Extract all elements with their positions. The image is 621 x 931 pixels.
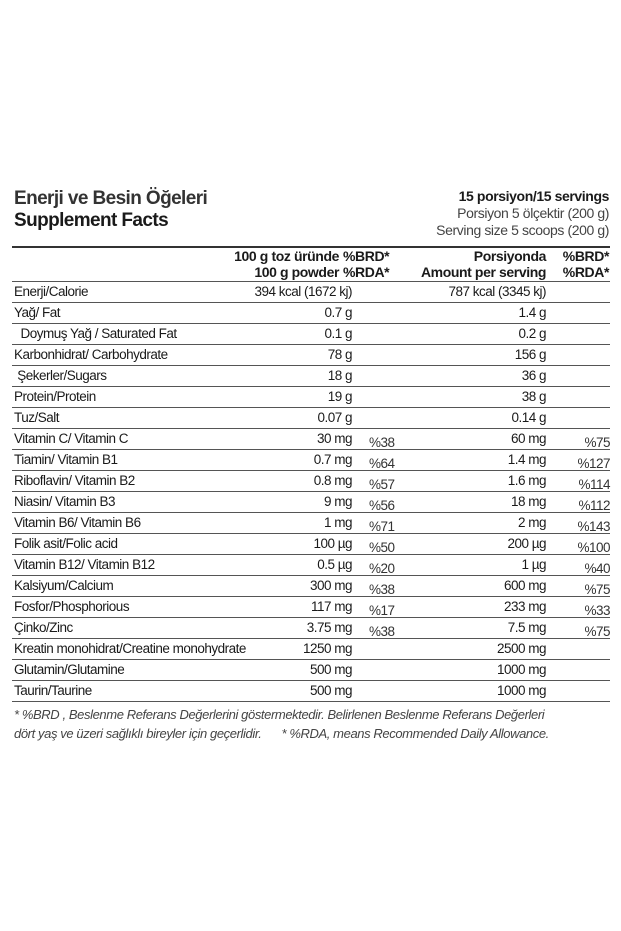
header-rda-serving-en: %RDA* xyxy=(562,264,609,280)
table-row xyxy=(12,428,610,449)
table-row xyxy=(12,365,610,386)
table-row xyxy=(12,281,610,302)
table-row xyxy=(12,680,610,701)
rda-per-serving: %143 xyxy=(577,519,610,534)
nutrient-label: Riboflavin/ Vitamin B2 xyxy=(14,473,135,488)
table-row xyxy=(12,554,610,575)
value-per-serving: 2500 mg xyxy=(496,641,546,656)
nutrient-label: Şekerler/Sugars xyxy=(14,368,107,383)
table-row xyxy=(12,323,610,344)
title-turkish: Enerji ve Besin Öğeleri xyxy=(14,188,208,209)
value-per-100g: 19 g xyxy=(327,389,352,404)
table-row xyxy=(12,533,610,554)
value-per-100g: 100 µg xyxy=(313,536,352,551)
header-per-100g xyxy=(234,248,339,280)
nutrient-label: Çinko/Zinc xyxy=(14,620,73,635)
table-row xyxy=(12,617,610,638)
table-bottom-divider xyxy=(12,701,610,702)
header-rda-100g xyxy=(343,248,389,280)
value-per-serving: 1.4 g xyxy=(518,305,546,320)
header-per-serving xyxy=(421,248,546,280)
rda-per-serving: %40 xyxy=(584,561,610,576)
footnote-rda: * %RDA, means Recommended Daily Allowance. xyxy=(281,726,549,741)
table-row xyxy=(12,302,610,323)
value-per-100g: 0.7 mg xyxy=(313,452,352,467)
table-row xyxy=(12,470,610,491)
rda-per-100g: %17 xyxy=(369,603,395,618)
value-per-serving: 38 g xyxy=(521,389,546,404)
value-per-100g: 300 mg xyxy=(309,578,352,593)
value-per-serving: 0.14 g xyxy=(511,410,546,425)
value-per-100g: 500 mg xyxy=(309,683,352,698)
value-per-100g: 117 mg xyxy=(310,599,352,614)
rda-per-100g: %56 xyxy=(369,498,395,513)
title-english: Supplement Facts xyxy=(14,210,169,231)
nutrient-label: Tiamin/ Vitamin B1 xyxy=(14,452,118,467)
rda-per-100g: %38 xyxy=(369,582,395,597)
value-per-serving: 200 µg xyxy=(507,536,546,551)
nutrient-label: Kreatin monohidrat/Creatine monohydrate xyxy=(14,641,246,656)
nutrient-label: Vitamin B12/ Vitamin B12 xyxy=(14,557,155,572)
table-row xyxy=(12,344,610,365)
value-per-serving: 0.2 g xyxy=(518,326,546,341)
value-per-100g: 394 kcal (1672 kj) xyxy=(254,284,352,299)
value-per-100g: 500 mg xyxy=(309,662,352,677)
value-per-serving: 233 mg xyxy=(503,599,546,614)
value-per-100g: 0.07 g xyxy=(317,410,352,425)
value-per-100g: 0.7 g xyxy=(324,305,352,320)
value-per-100g: 78 g xyxy=(327,347,352,362)
value-per-100g: 1 mg xyxy=(323,515,352,530)
rda-per-serving: %100 xyxy=(577,540,610,555)
nutrient-label: Kalsiyum/Calcium xyxy=(14,578,114,593)
value-per-100g: 30 mg xyxy=(316,431,352,446)
value-per-100g: 0.8 mg xyxy=(313,473,352,488)
portion-english: Serving size 5 scoops (200 g) xyxy=(436,222,609,238)
nutrient-label: Tuz/Salt xyxy=(14,410,60,425)
value-per-serving: 600 mg xyxy=(503,578,546,593)
nutrient-label: Vitamin C/ Vitamin C xyxy=(14,431,129,446)
value-per-serving: 1.6 mg xyxy=(507,473,546,488)
nutrient-label: Glutamin/Glutamine xyxy=(14,662,125,677)
header-rda-100g-en: %RDA* xyxy=(343,264,390,280)
rda-per-serving: %33 xyxy=(584,603,610,618)
table-row xyxy=(12,575,610,596)
footnote-validity: dört yaş ve üzeri sağlıklı bireyler için geçerlidir. xyxy=(14,726,262,741)
value-per-serving: 36 g xyxy=(521,368,546,383)
rda-per-100g: %64 xyxy=(369,456,395,471)
nutrient-label: Niasin/ Vitamin B3 xyxy=(14,494,116,509)
footnote-brd: * %BRD , Beslenme Referans Değerlerini göstermektedir. Belirlenen Beslenme Referans Değerleri xyxy=(14,707,545,722)
nutrient-label: Vitamin B6/ Vitamin B6 xyxy=(14,515,141,530)
rda-per-serving: %75 xyxy=(584,582,610,597)
nutrition-table xyxy=(12,281,610,702)
header-per-100g-tr: 100 g toz üründe xyxy=(234,248,339,264)
rda-per-serving: %75 xyxy=(584,624,610,639)
portion-turkish: Porsiyon 5 ölçektir (200 g) xyxy=(457,205,609,221)
header-rda-100g-tr: %BRD* xyxy=(343,248,390,264)
table-row xyxy=(12,512,610,533)
nutrient-label: Doymuş Yağ / Saturated Fat xyxy=(14,326,177,341)
table-row xyxy=(12,596,610,617)
header-rda-serving-tr: %BRD* xyxy=(562,248,609,264)
header-per-serving-tr: Porsiyonda xyxy=(473,248,546,264)
value-per-serving: 2 mg xyxy=(517,515,546,530)
value-per-serving: 60 mg xyxy=(510,431,546,446)
table-row xyxy=(12,491,610,512)
rda-per-100g: %57 xyxy=(369,477,395,492)
value-per-100g: 0.1 g xyxy=(324,326,352,341)
servings-count: 15 porsiyon/15 servings xyxy=(458,188,609,204)
value-per-100g: 1250 mg xyxy=(302,641,352,656)
rda-per-serving: %127 xyxy=(577,456,610,471)
value-per-serving: 18 mg xyxy=(510,494,546,509)
nutrient-label: Yağ/ Fat xyxy=(14,305,61,320)
nutrient-label: Folik asit/Folic acid xyxy=(14,536,118,551)
value-per-100g: 3.75 mg xyxy=(306,620,352,635)
nutrient-label: Taurin/Taurine xyxy=(14,683,92,698)
value-per-serving: 1000 mg xyxy=(496,683,546,698)
value-per-100g: 18 g xyxy=(327,368,352,383)
rda-per-serving: %114 xyxy=(578,477,610,492)
nutrient-label: Enerji/Calorie xyxy=(14,284,89,299)
rda-per-100g: %20 xyxy=(369,561,395,576)
rda-per-100g: %38 xyxy=(369,624,395,639)
header-per-serving-en: Amount per serving xyxy=(420,264,546,280)
value-per-serving: 1 µg xyxy=(521,557,546,572)
table-row xyxy=(12,407,610,428)
rda-per-serving: %112 xyxy=(578,498,610,513)
header-per-100g-en: 100 g powder xyxy=(254,264,339,280)
nutrient-label: Fosfor/Phosphorious xyxy=(14,599,130,614)
value-per-serving: 1.4 mg xyxy=(507,452,546,467)
value-per-serving: 7.5 mg xyxy=(507,620,546,635)
header-rda-serving xyxy=(563,248,609,280)
table-row xyxy=(12,386,610,407)
nutrient-label: Protein/Protein xyxy=(14,389,96,404)
value-per-100g: 0.5 µg xyxy=(317,557,352,572)
rda-per-100g: %50 xyxy=(369,540,395,555)
value-per-serving: 156 g xyxy=(514,347,546,362)
value-per-serving: 1000 mg xyxy=(496,662,546,677)
rda-per-100g: %71 xyxy=(369,519,395,534)
table-row xyxy=(12,659,610,680)
rda-per-100g: %38 xyxy=(369,435,395,450)
value-per-100g: 9 mg xyxy=(323,494,352,509)
rda-per-serving: %75 xyxy=(584,435,610,450)
footnote xyxy=(14,705,614,743)
table-row xyxy=(12,449,610,470)
nutrient-label: Karbonhidrat/ Carbohydrate xyxy=(14,347,168,362)
value-per-serving: 787 kcal (3345 kj) xyxy=(448,284,546,299)
table-row xyxy=(12,638,610,659)
